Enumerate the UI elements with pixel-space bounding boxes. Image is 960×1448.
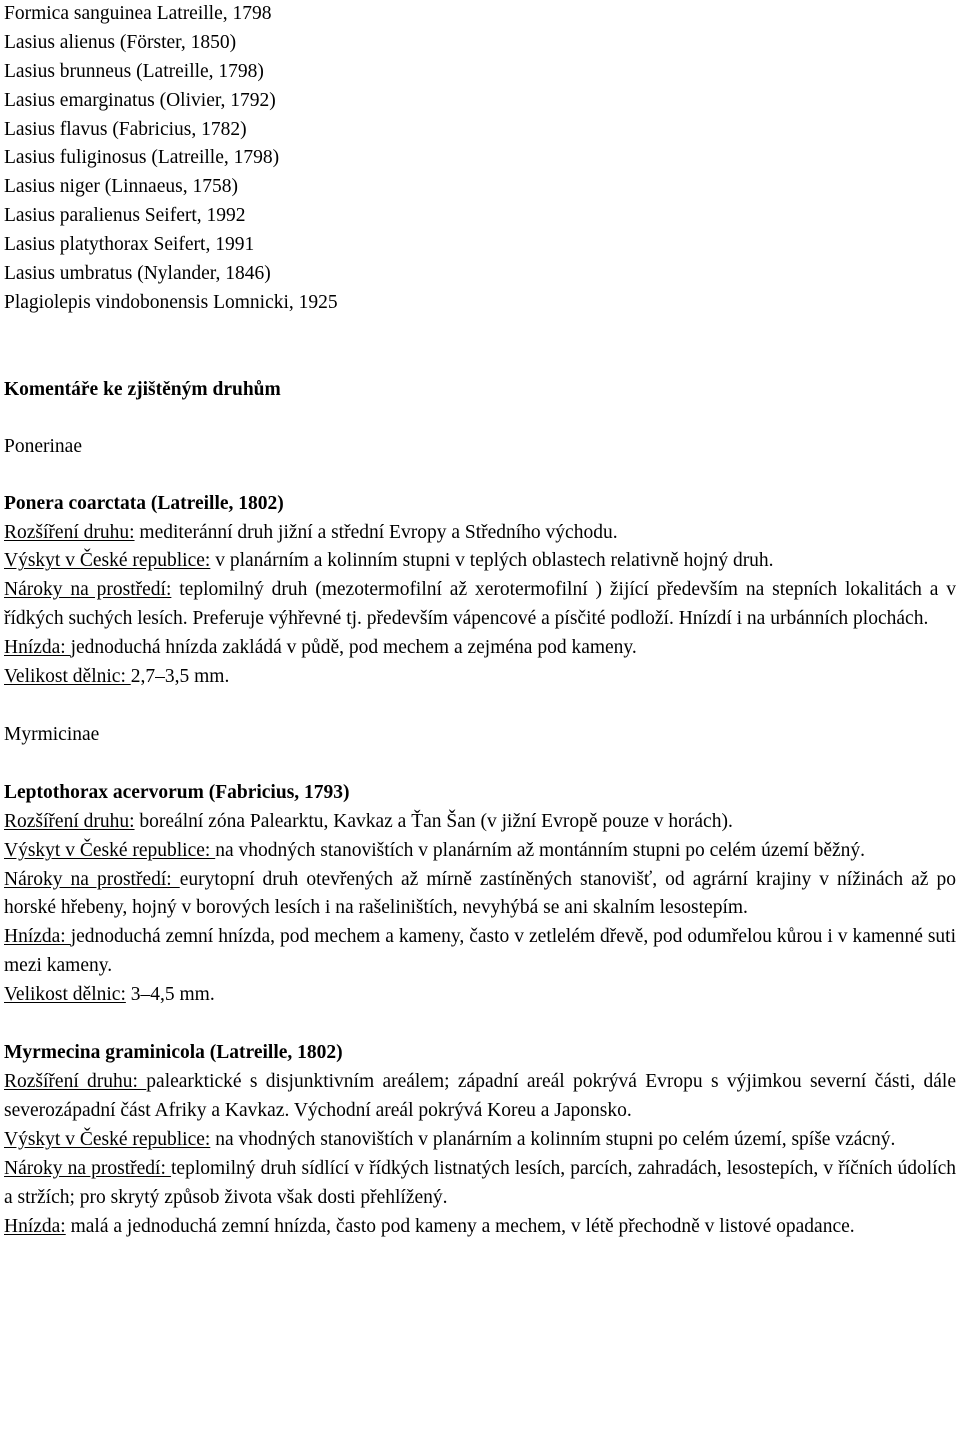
list-item: Plagiolepis vindobonensis Lomnicki, 1925 <box>4 291 338 313</box>
section-title: Komentáře ke zjištěným druhům <box>4 378 281 400</box>
ponera-rozsireni <box>4 519 956 548</box>
list-item: Lasius brunneus (Latreille, 1798) <box>4 60 264 82</box>
species-title-leptothorax: Leptothorax acervorum (Fabricius, 1793) <box>4 781 350 803</box>
field-label: Nároky na prostředí: <box>4 1157 172 1179</box>
species-title-myrmecina: Myrmecina graminicola (Latreille, 1802) <box>4 1042 343 1064</box>
leptothorax-rozsireni <box>4 808 956 837</box>
field-label: Velikost dělnic: <box>4 666 131 688</box>
field-text: na vhodných stanovištích v planárním až montánním stupni po celém území běžný. <box>215 839 866 861</box>
list-item: Lasius flavus (Fabricius, 1782) <box>4 118 247 140</box>
field-label: Velikost dělnic: <box>4 984 126 1006</box>
field-label: Nároky na prostředí: <box>4 579 172 601</box>
myrmecina-naroky <box>4 1155 956 1213</box>
field-text: na vhodných stanovištích v planárním a kolinním stupni po celém území, spíše vzácný. <box>210 1128 896 1150</box>
field-label: Výskyt v České republice: <box>4 839 216 861</box>
field-label: Rozšíření druhu: <box>4 521 135 543</box>
list-item: Lasius niger (Linnaeus, 1758) <box>4 176 238 198</box>
field-text: eurytopní druh otevřených až mírně zastíněných stanovišť, od agrární krajiny v nížinách až po horské hřebeny, hojný v borových lesích i na rašeliništích, nevyhýbá se ani skalním lesostepím. <box>4 868 956 919</box>
leptothorax-velikost <box>4 981 956 1010</box>
field-label: Hnízda: <box>4 1215 66 1237</box>
field-label: Hnízda: <box>4 637 71 659</box>
field-text: mediteránní druh jižní a střední Evropy a Středního východu. <box>134 521 618 543</box>
ponera-naroky <box>4 576 956 634</box>
field-text: v planárním a kolinním stupni v teplých oblastech relativně hojný druh. <box>210 550 774 572</box>
field-text: jednoduchá zemní hnízda, pod mechem a kameny, často v zetlelém dřevě, pod odumřelou kůrou i v kamenné suti mezi kameny. <box>4 926 956 977</box>
list-item: Lasius alienus (Förster, 1850) <box>4 31 237 53</box>
myrmecina-hnizda <box>4 1213 956 1242</box>
species-title-ponera: Ponera coarctata (Latreille, 1802) <box>4 492 284 514</box>
field-text: teplomilný druh (mezotermofilní až xerotermofilní ) žijící především na stepních lokalitách a v řídkých suchých lesích. Preferuje výhřevné tj. především vápencové a písčité podloží. Hnízdí i na urbánních plochách. <box>4 579 956 630</box>
field-label: Rozšíření druhu: <box>4 810 135 832</box>
field-text: palearktické s disjunktivním areálem; západní areál pokrývá Evropu s výjimkou severní části, dále severozápadní část Afriky a Kavkaz. Východní areál pokrývá Koreu a Japonsko. <box>4 1071 957 1121</box>
ponera-vyskyt <box>4 547 956 576</box>
field-text: 2,7–3,5 mm. <box>130 666 230 688</box>
ponera-velikost <box>4 663 956 692</box>
leptothorax-vyskyt <box>4 837 956 866</box>
field-text: teplomilný druh sídlící v řídkých listnatých lesích, parcích, zahradách, lesostepích, v říčních údolích a stržích; pro skrytý způsob života však dosti přehlížený. <box>4 1157 956 1208</box>
list-item: Lasius platythorax Seifert, 1991 <box>4 234 255 256</box>
field-label: Rozšíření druhu: <box>4 1071 147 1093</box>
list-item: Lasius emarginatus (Olivier, 1792) <box>4 89 276 111</box>
field-text: 3–4,5 mm. <box>125 984 215 1006</box>
subfamily-heading-ponerinae: Ponerinae <box>4 435 82 457</box>
field-text: malá a jednoduchá zemní hnízda, často pod kameny a mechem, v létě přechodně v listové opadance. <box>65 1215 855 1237</box>
leptothorax-hnizda <box>4 923 956 981</box>
list-item: Lasius paralienus Seifert, 1992 <box>4 205 246 227</box>
myrmecina-vyskyt <box>4 1126 956 1155</box>
leptothorax-naroky <box>4 866 956 924</box>
field-label: Výskyt v České republice: <box>4 1128 211 1150</box>
list-item: Formica sanguinea Latreille, 1798 <box>4 3 272 24</box>
field-label: Výskyt v České republice: <box>4 550 211 572</box>
list-item: Lasius umbratus (Nylander, 1846) <box>4 263 271 285</box>
list-item: Lasius fuliginosus (Latreille, 1798) <box>4 147 280 169</box>
myrmecina-rozsireni <box>4 1068 956 1126</box>
ponera-hnizda <box>4 634 956 663</box>
field-label: Nároky na prostředí: <box>4 868 180 890</box>
field-text: jednoduchá hnízda zakládá v půdě, pod mechem a zejména pod kameny. <box>70 637 637 659</box>
field-text: boreální zóna Palearktu, Kavkaz a Ťan Šan (v jižní Evropě pouze v horách). <box>134 810 733 832</box>
species-list <box>4 0 956 318</box>
subfamily-heading-myrmicinae: Myrmicinae <box>4 723 100 745</box>
field-label: Hnízda: <box>4 926 71 948</box>
